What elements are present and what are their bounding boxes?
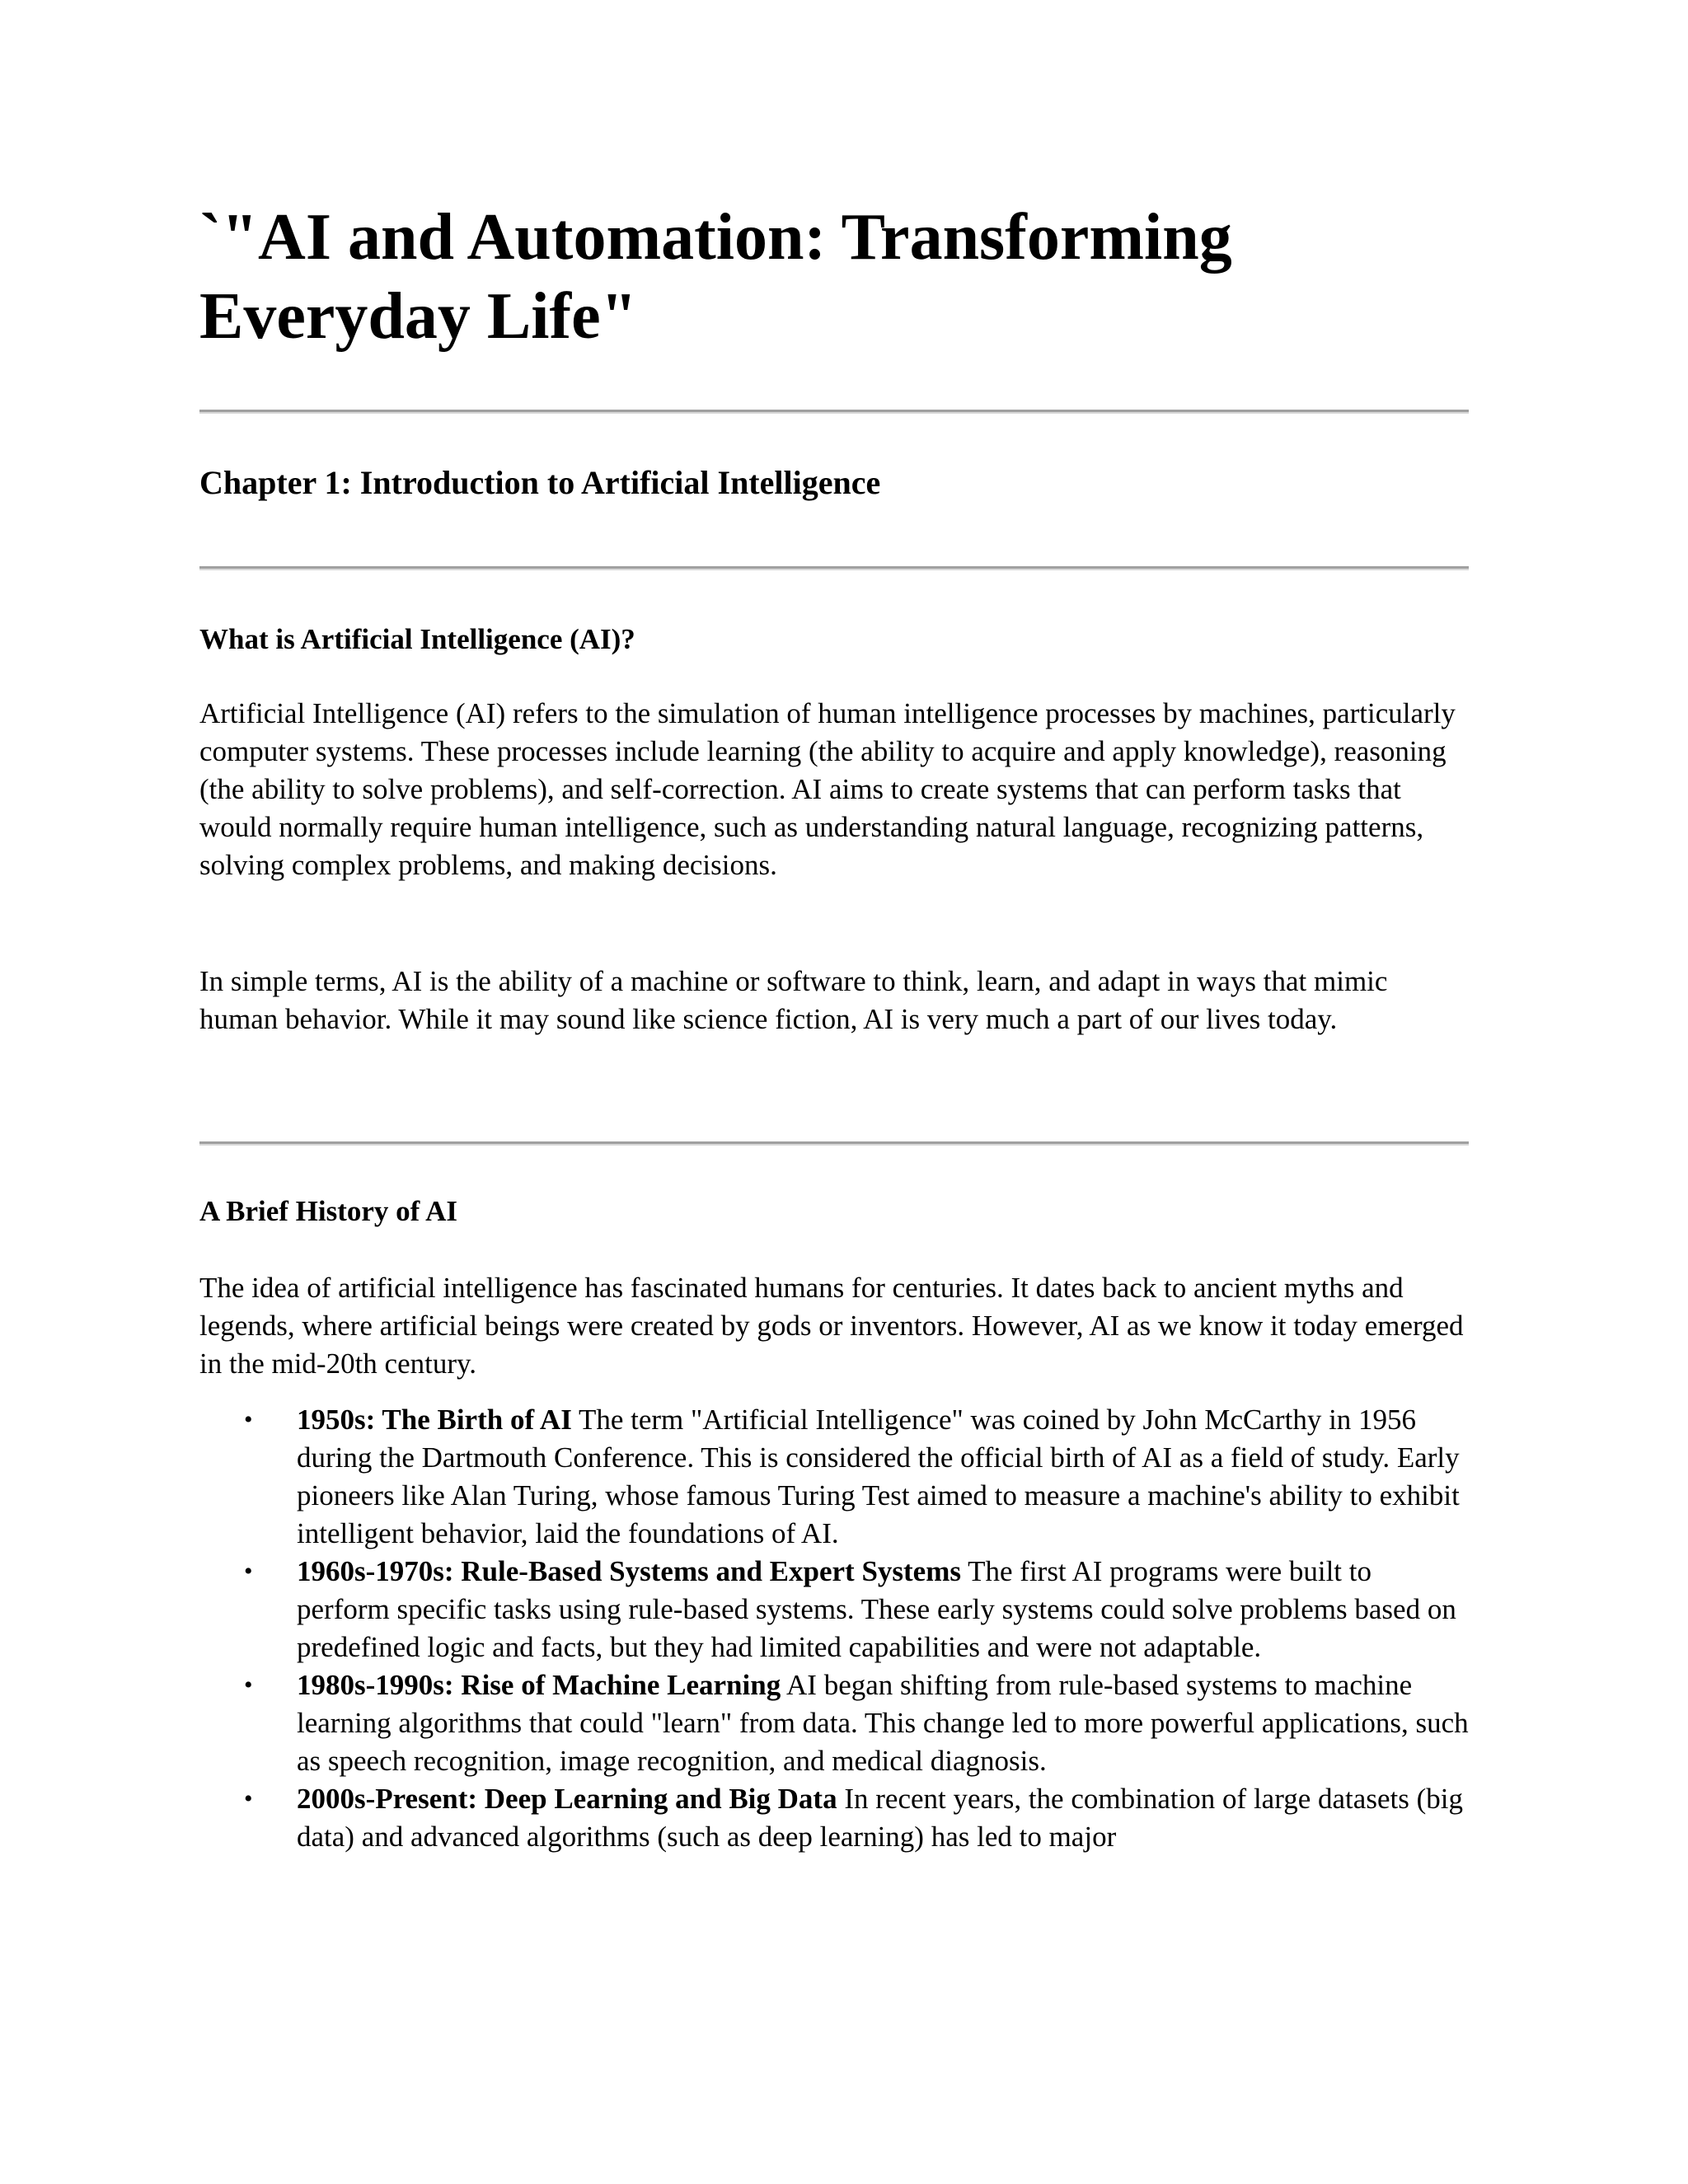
bullet-title: 2000s-Present: Deep Learning and Big Data — [297, 1783, 837, 1815]
list-item — [199, 1780, 1469, 1856]
bullet-title: 1960s-1970s: Rule-Based Systems and Expert Systems — [297, 1555, 961, 1587]
list-item — [199, 1666, 1469, 1780]
section-heading-history: A Brief History of AI — [199, 1195, 458, 1227]
history-bullet-list — [199, 1401, 1469, 1856]
document-title: `"AI and Automation: Transforming Everyday Life" — [199, 201, 1232, 353]
bullet-text: The first AI programs were built to perform specific tasks using rule-based systems. These early systems could solve problems based on predefined logic and facts, but they had limited capabilities and were not adaptable. — [297, 1555, 1456, 1663]
bullet-text: The term "Artificial Intelligence" was coined by John McCarthy in 1956 during the Dartmouth Conference. This is considered the official birth of AI as a field of study. Early pioneers like Alan Turing, whose famous Turing Test aimed to measure a machine's ability to exhibit intelligent behavior, laid the foundations of AI. — [297, 1404, 1460, 1549]
list-item — [199, 1553, 1469, 1666]
horizontal-rule — [199, 1141, 1469, 1146]
bullet-text: In recent years, the combination of large datasets (big data) and advanced algorithms (such as deep learning) has led to major — [297, 1783, 1463, 1853]
bullet-icon: • — [244, 1558, 253, 1585]
list-item — [199, 1401, 1469, 1553]
paragraph-ai-simple-terms: In simple terms, AI is the ability of a machine or software to think, learn, and adapt in ways that mimic human behavior. While it may sound like science fiction, AI is very much a part of our lives today. — [199, 965, 1388, 1035]
paragraph-ai-definition: Artificial Intelligence (AI) refers to the simulation of human intelligence processes by machines, particularly computer systems. These processes include learning (the ability to acquire and apply knowledge), reasoning (the ability to solve problems), and self-correction. AI aims to create systems that can perform tasks that would normally require human intelligence, such as understanding natural language, recognizing patterns, solving complex problems, and making decisions. — [199, 697, 1456, 881]
bullet-icon: • — [244, 1671, 253, 1699]
section-heading-what-is-ai: What is Artificial Intelligence (AI)? — [199, 623, 635, 655]
chapter-heading: Chapter 1: Introduction to Artificial Intelligence — [199, 464, 881, 501]
bullet-title: 1980s-1990s: Rise of Machine Learning — [297, 1669, 781, 1701]
bullet-icon: • — [244, 1406, 253, 1433]
bullet-text: AI began shifting from rule-based systems to machine learning algorithms that could "learn" from data. This change led to more powerful applications, such as speech recognition, image recognition, and medical diagnosis. — [297, 1669, 1469, 1777]
horizontal-rule — [199, 566, 1469, 570]
bullet-title: 1950s: The Birth of AI — [297, 1404, 572, 1436]
horizontal-rule — [199, 410, 1469, 414]
paragraph-history-intro: The idea of artificial intelligence has fascinated humans for centuries. It dates back to ancient myths and legends, where artificial beings were created by gods or inventors. However, AI as we know it today emerged in the mid-20th century. — [199, 1272, 1464, 1380]
bullet-icon: • — [244, 1785, 253, 1812]
